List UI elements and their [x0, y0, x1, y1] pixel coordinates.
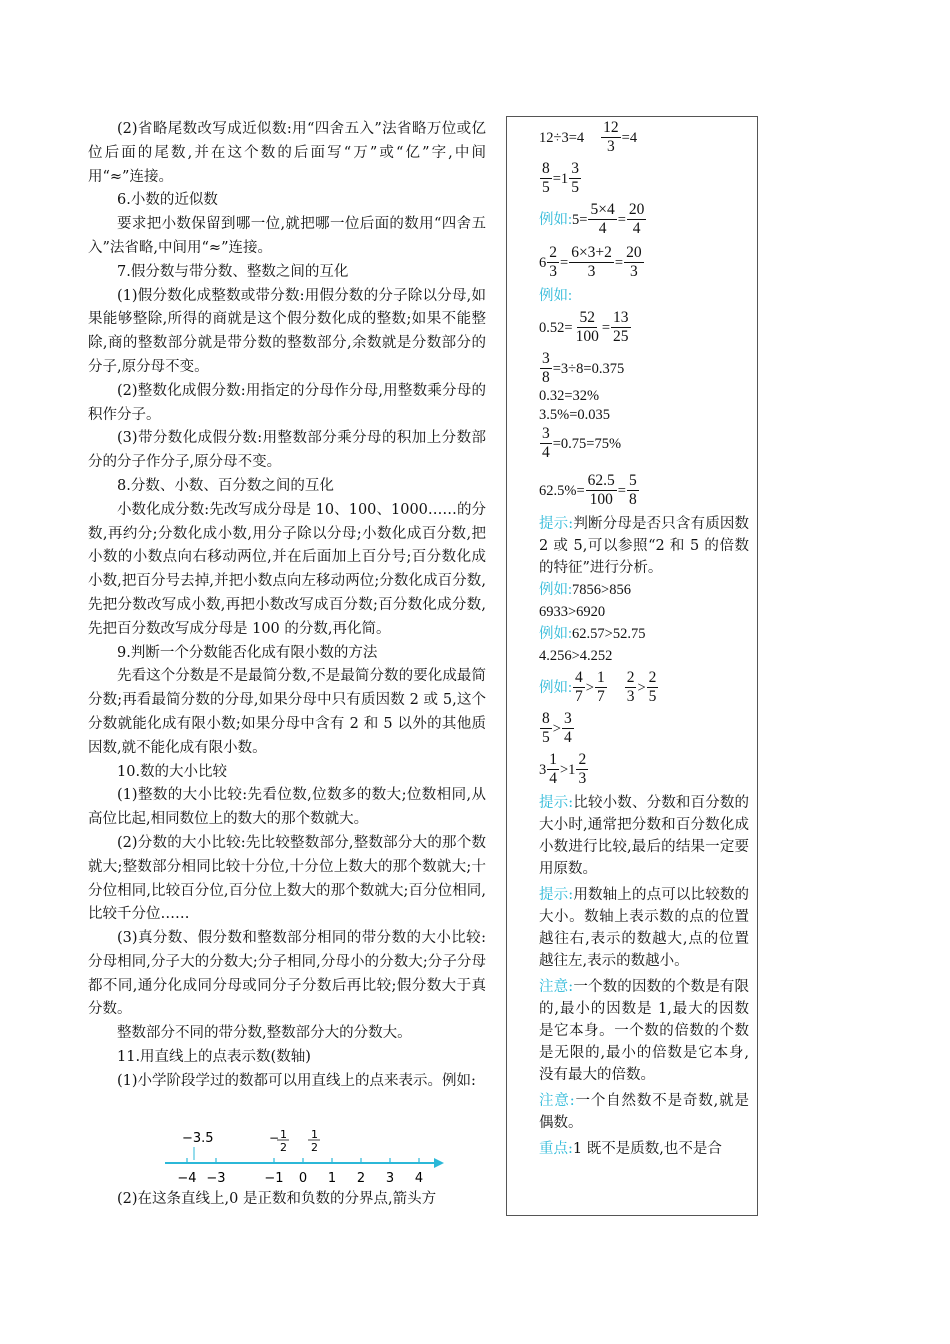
label-note: 注意:: [539, 979, 574, 995]
paragraph: (2)在这条直线上,0 是正数和负数的分界点,箭头方: [117, 1191, 437, 1207]
math-text: 3.5%=0.035: [539, 407, 611, 423]
note: [539, 976, 749, 1086]
example-row: [539, 160, 749, 197]
main-column: [88, 118, 486, 1094]
example-row: [539, 244, 749, 281]
axis-tick-label: 0: [298, 1171, 308, 1186]
section-heading: 8.分数、小数、百分数之间的互化: [117, 477, 334, 494]
math-text: 3: [539, 761, 547, 778]
axis-tick-label: −3: [206, 1171, 226, 1186]
paragraph: 要求把小数保留到哪一位,就把哪一位后面的数用“四舍五入”法省略,中间用“≈”连接。: [88, 216, 486, 256]
number-line-label: −: [269, 1131, 280, 1145]
example-row: [539, 623, 749, 645]
fraction: $\frac{8}{5}$: [542, 160, 550, 196]
paragraph: (2)省略尾数改写成近似数:用“四舍五入”法省略万位或亿位后面的尾数,并在这个数的后面写“万”或“亿”字,中间用“≈”连接。: [88, 121, 486, 185]
math-text: >1: [560, 761, 576, 778]
math-text: 62.5%=: [539, 482, 585, 499]
math-text: =: [617, 211, 626, 228]
hint-text: 判断分母是否只含有质因数 2 或 5,可以参照“2 和 5 的倍数的特征”进行分析。: [539, 516, 749, 576]
math-text: =: [617, 482, 626, 499]
axis-tick-label: −4: [177, 1171, 197, 1186]
math-text: =0.75=75%: [552, 435, 622, 452]
example-row: [539, 201, 749, 238]
paragraph: 小数化成分数:先改写成分母是 10、100、1000……的分数,再约分;分数化成小数,用分子除以分母;小数化成百分数,把小数的小数点向右移动两位,并在后面加上百分号;百分数化成小数,把百分号去掉,并把小数点向左移动两位;分数化成百分数,先把分数改写成小数,再把小数改写成百分数;百分数化成分数,先把百分数改写成分母是 100 的分数,再化简。: [88, 501, 486, 637]
note-text: 一个自然数不是奇数,就是偶数。: [539, 1093, 750, 1131]
math-text: =: [614, 254, 624, 271]
math-text: 62.57>52.75: [572, 626, 646, 642]
math-text: 6933>6920: [539, 604, 606, 620]
note-text: 一个数的因数的个数是有限的,最小的因数是 1,最大的因数是它本身。一个数的倍数的个数是无限的,最小的倍数是它本身,没有最大的倍数。: [539, 979, 749, 1083]
section-heading: 6.小数的近似数: [117, 192, 218, 209]
label-example: 例如:: [539, 679, 573, 696]
fraction: $\frac{6\times 3+2}{3}$: [571, 244, 612, 280]
fraction: 2 5: [648, 669, 657, 705]
axis-tick-label: 4: [414, 1171, 424, 1186]
math-text: =3÷8=0.375: [552, 360, 625, 377]
arrow-icon: [434, 1158, 444, 1168]
fraction: 8 5: [542, 710, 550, 746]
section-heading: 10.数的大小比较: [117, 763, 228, 780]
label-hint: 提示:: [539, 516, 574, 532]
axis-tick-label: 3: [385, 1171, 395, 1186]
fraction: $\frac{12}{3}$: [603, 119, 619, 155]
hint-text: 比较小数、分数和百分数的大小时,通常把分数和百分数化成小数进行比较,最后的结果一定要用原数。: [539, 795, 749, 877]
number-line: [160, 1130, 450, 1186]
hint-text: 用数轴上的点可以比较数的大小。数轴上表示数的点的位置越往右,表示的数越大,点的位置越往左,表示的数越小。: [539, 887, 749, 969]
label-note: 注意:: [539, 1093, 575, 1109]
axis-tick-label: −1: [264, 1171, 284, 1186]
math-text: =1: [552, 170, 569, 187]
section-heading: 7.假分数与带分数、整数之间的互化: [117, 263, 349, 280]
number-line-label: 2: [311, 1141, 318, 1154]
paragraph: 先看这个分数是不是最简分数,不是最简分数的要化成最简分数;再看最简分数的分母,如果分母中只有质因数 2 或 5,这个分数就能化成有限小数;如果分母中含有 2 和 5 以外的其他质因数,就不能化成有限小数。: [88, 668, 486, 756]
example-row: [539, 751, 749, 788]
fraction: $\frac{20}{4}$: [628, 201, 645, 237]
example-row: [539, 350, 749, 387]
fraction: 1 7: [596, 669, 605, 705]
math-text: 6: [539, 254, 547, 271]
paragraph: (1)小学阶段学过的数都可以用直线上的点来表示。例如:: [117, 1072, 476, 1089]
label-example: 例如:: [539, 626, 573, 642]
number-line-label: −3.5: [182, 1131, 214, 1146]
label-example: 例如:: [539, 582, 573, 598]
label-hint: 提示:: [539, 795, 574, 811]
number-line-label: 2: [280, 1141, 287, 1154]
sidebar-notes: [506, 116, 758, 1216]
math-text: 5=: [572, 211, 588, 228]
paragraph: 整数部分不同的带分数,整数部分大的分数大。: [117, 1025, 412, 1042]
example-row: [539, 309, 749, 346]
fraction: 1 4: [549, 751, 557, 787]
key-text: 1 既不是质数,也不是合: [572, 1141, 722, 1157]
math-text: =: [560, 254, 569, 271]
fraction: 3 5: [571, 160, 579, 196]
math-text: =: [601, 319, 610, 336]
fraction: 3 4: [563, 710, 572, 746]
example-row: [539, 579, 749, 601]
label-example: 例如:: [539, 288, 573, 304]
fraction: $\frac{13}{25}$: [613, 309, 629, 345]
math-text: =4: [621, 129, 638, 146]
axis-tick-label: 2: [356, 1171, 366, 1186]
fraction: $\frac{3}{4}$: [542, 425, 550, 461]
fraction: 4 7: [575, 669, 583, 705]
example-row: [539, 710, 749, 747]
math-text: 0.52=: [539, 319, 573, 336]
axis-tick-label: 1: [327, 1171, 337, 1186]
fraction: $\frac{5\times 4}{4}$: [590, 201, 615, 237]
section-heading: 9.判断一个分数能否化成有限小数的方法: [117, 644, 378, 661]
paragraph: (2)整数化成假分数:用指定的分母作分母,用整数乘分母的积作分子。: [88, 382, 486, 423]
paragraph: (3)带分数化成假分数:用整数部分乘分母的积加上分数部分的分子作分子,原分母不变。: [88, 430, 486, 471]
paragraph: (2)分数的大小比较:先比较整数部分,整数部分大的那个数就大;整数部分相同比较十分位,十分位上数大的那个数就大;十分位相同,比较百分位,百分位上数大的那个数就大;百分位相同,比较千分位……: [88, 834, 486, 923]
fraction: $\frac{62.5}{100}$: [587, 472, 615, 508]
hint-note: [539, 513, 749, 579]
math-text: >: [585, 679, 594, 696]
hint-note: [539, 884, 749, 972]
paragraph: (3)真分数、假分数和整数部分相同的带分数的大小比较:分母相同,分子大的分数大;分子相同,分母小的分数大;分子分母都不同,通分化成同分母或同分子分数后再比较;假分数大于真分数。: [88, 930, 486, 1018]
example-row: [539, 425, 749, 462]
fraction: $\frac{2}{3}$: [549, 244, 557, 280]
math-text: 12÷3=4: [539, 129, 585, 146]
fraction: $\frac{3}{8}$: [542, 350, 550, 386]
fraction: 2 3: [626, 669, 635, 705]
example-row: [539, 472, 749, 509]
section-heading: 11.用直线上的点表示数(数轴): [117, 1049, 311, 1066]
paragraph: (1)假分数化成整数或带分数:用假分数的分子除以分母,如果能够整除,所得的商就是这个假分数化成的整数;如果不能整除,商的整数部分就是带分数的整数部分,余数就是分数部分的分子,原分母不变。: [88, 287, 486, 375]
fraction: $\frac{20}{3}$: [626, 244, 642, 280]
math-text: 0.32=32%: [539, 388, 600, 404]
number-line-label: 1: [280, 1130, 287, 1141]
math-text: 4.256>4.252: [539, 648, 613, 664]
fraction: $\frac{52}{100}$: [575, 309, 599, 345]
note: [539, 1090, 749, 1134]
hint-note: [539, 792, 749, 880]
math-text: 7856>856: [572, 582, 631, 598]
math-text: >: [552, 720, 561, 737]
example-row: [539, 669, 749, 706]
number-line-label: 1: [311, 1130, 318, 1141]
fraction: 2 3: [578, 751, 587, 787]
fraction: $\frac{5}{8}$: [628, 472, 637, 508]
label-hint: 提示:: [539, 887, 574, 903]
paragraph: (1)整数的大小比较:先看位数,位数多的数大;位数相同,从高位比起,相同数位上的数大的那个数就大。: [88, 787, 486, 828]
label-example: 例如:: [539, 211, 573, 228]
key-point: [539, 1138, 749, 1160]
example-row: [539, 119, 749, 156]
math-text: >: [637, 679, 646, 696]
label-key: 重点:: [539, 1141, 573, 1157]
